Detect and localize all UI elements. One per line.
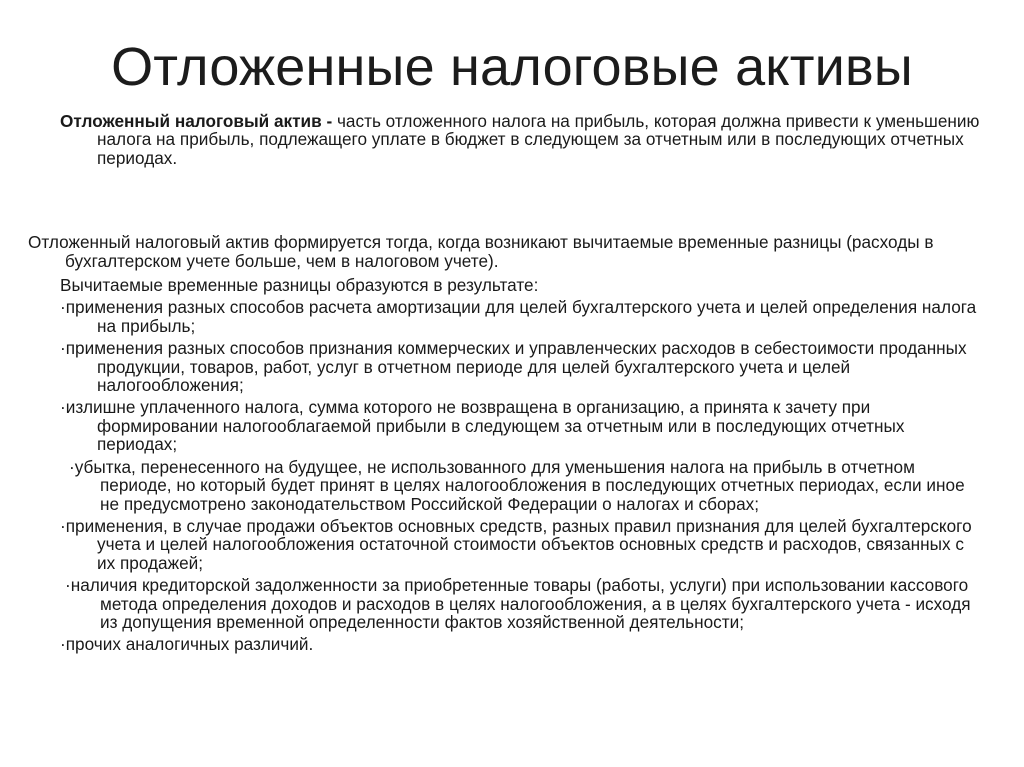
list-item: ·наличия кредиторской задолженности за приобретенные товары (работы, услуги) при использовании кассового метода определения доходов и расходов в целях налогообложения, а в целях бухгалтерского учета - исходя из допущения временной определенности фактов хозяйственной деятельности; <box>65 575 971 632</box>
definition-paragraph <box>60 112 980 167</box>
slide-body <box>28 111 980 655</box>
formation-paragraph: Отложенный налоговый актив формируется тогда, когда возникают вычитаемые временные разницы (расходы в бухгалтерском учете больше, чем в налоговом учете). <box>28 232 934 271</box>
list-item: ·применения разных способов расчета амортизации для целей бухгалтерского учета и целей определения налога на прибыль; <box>60 297 977 336</box>
definition-term: Отложенный налоговый актив - <box>60 111 333 131</box>
list-item: ·излишне уплаченного налога, сумма которого не возвращена в организацию, а принята к зачету при формировании налогооблагаемой прибыли в следующем за отчетным или в последующих отчетных периодах; <box>60 397 905 455</box>
definition-text: часть отложенного налога на прибыль, которая должна привести к уменьшению налога на прибыль, подлежащего уплате в бюджет в следующем за отчетным или в последующих отчетных периодах. <box>97 111 980 168</box>
slide-title: Отложенные налоговые активы <box>111 37 913 97</box>
list-item: ·применения разных способов признания коммерческих и управленческих расходов в себестоимости проданных продукции, товаров, работ, услуг в отчетном периоде для целей бухгалтерского учета и целей налогообложения; <box>60 338 967 396</box>
list-item: ·убытка, перенесенного на будущее, не использованного для уменьшения налога на прибыль в отчетном периоде, но который будет принят в целях налогообложения в последующих отчетных периодах, если иное не предусмотрено законодательством Российской Федерации о налогах и сборах; <box>69 456 965 514</box>
list-item: ·применения, в случае продажи объектов основных средств, разных правил признания для целей бухгалтерского учета и целей налогообложения остаточной стоимости объектов основных средств и расходов, связанных с их продажей; <box>60 515 972 573</box>
list-item: ·прочих аналогичных различий. <box>60 634 314 655</box>
intro-paragraph: Вычитаемые временные разницы образуются в результате: <box>60 275 539 296</box>
